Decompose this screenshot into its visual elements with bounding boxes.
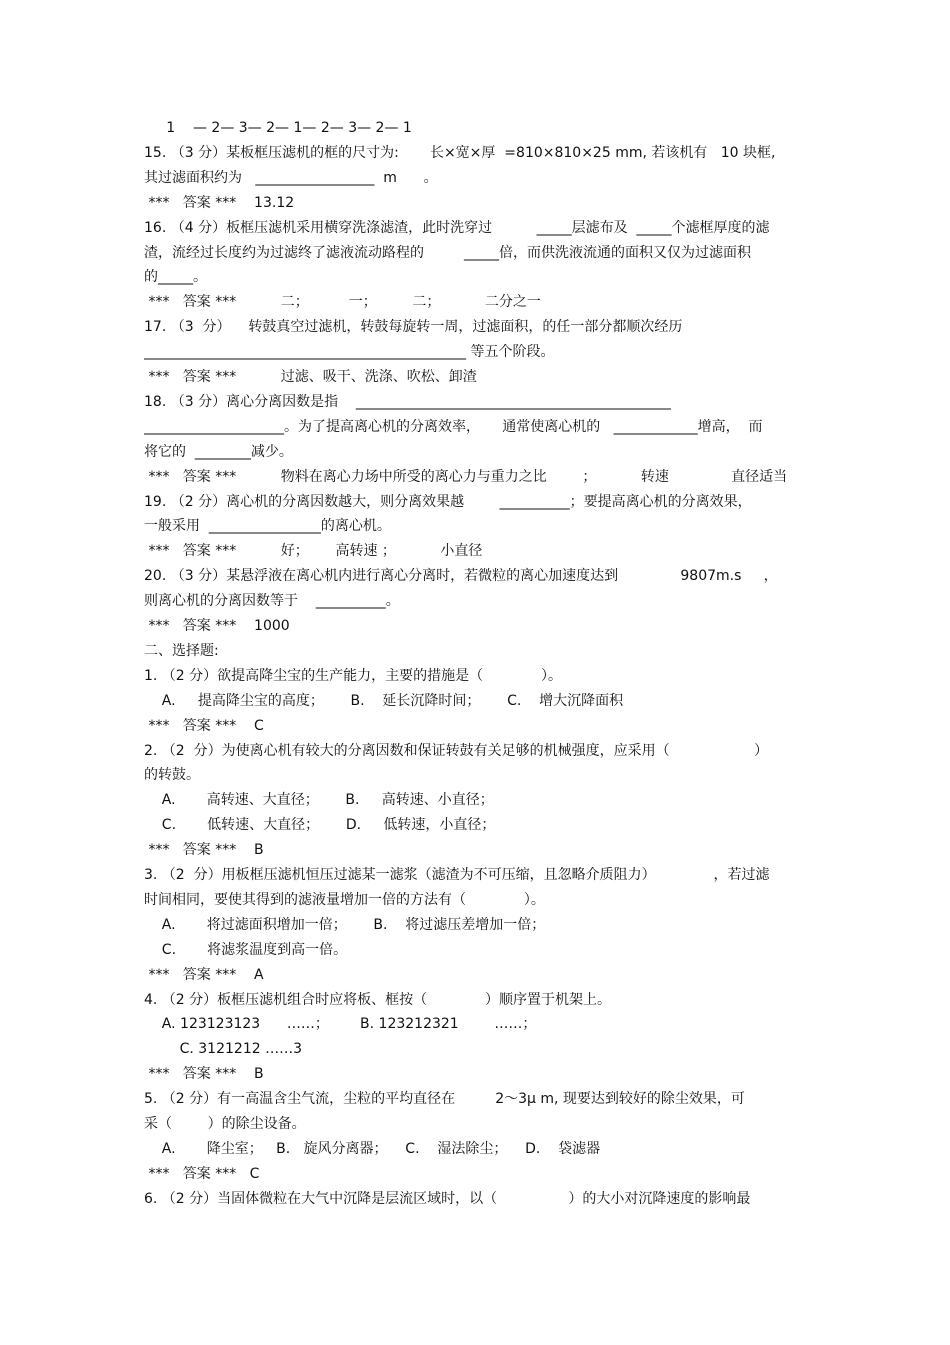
text-line: 20. （3 分）某悬浮液在离心机内进行离心分离时，若微粒的离心加速度达到 9807m.s ，: [144, 568, 778, 585]
text-line: 的_____。: [144, 269, 207, 286]
text-line: *** 答案 *** B: [144, 842, 264, 859]
text-line: 1 — 2— 3— 2— 1— 2— 3— 2— 1: [144, 120, 412, 136]
text-line: 17. （3 分） 转鼓真空过滤机，转鼓每旋转一周，过滤面积，的任一部分都顺次经历: [144, 319, 683, 336]
text-line: *** 答案 *** 过滤、吸干、洗涤、吹松、卸渣: [144, 369, 477, 385]
text-line: 1. （2 分）欲提高降尘宝的生产能力，主要的措施是（ ）。: [144, 667, 563, 684]
text-line: 16. （4 分）板框压滤机采用横穿洗涤滤渣，此时洗穿过 _____层滤布及 _____个滤框厚度的滤: [144, 219, 770, 236]
text-line: 则离心机的分离因数等于 __________。: [144, 593, 400, 610]
text-line: *** 答案 *** 13.12: [144, 194, 295, 211]
text-line: ______________________________________________ 等五个阶段。: [144, 344, 555, 361]
text-line: *** 答案 *** 物料在离心力场中所受的离心力与重力之比 ； 转速 直径适当: [144, 468, 788, 485]
text-line: A. 高转速、大直径； B. 高转速、小直径；: [144, 792, 494, 809]
text-line: *** 答案 *** 二； 一； 二； 二分之一: [144, 294, 541, 311]
text-line: 4. （2 分）板框压滤机组合时应将板、框按（ ）顺序置于机架上。: [144, 991, 612, 1008]
text-line: 2. （2 分）为使离心机有较大的分离因数和保证转鼓有关足够的机械强度，应采用（ ）: [144, 742, 769, 759]
text-line: 将它的 ________减少。: [144, 443, 293, 460]
text-line: 6. （2 分）当固体微粒在大气中沉降是层流区域时，以（ ）的大小对沉降速度的影响最: [144, 1190, 751, 1207]
text-line: 时间相同，要使其得到的滤液量增加一倍的方法有（ ）。: [144, 891, 545, 908]
text-line: 其过滤面积约为 _________________ m 。: [144, 169, 438, 186]
text-line: ____________________。为了提高离心机的分离效率， 通常使离心机的 ____________增高， 而: [144, 418, 763, 435]
text-line: 5. （2 分）有一高温含尘气流，尘粒的平均直径在 2～3μ m, 现要达到较好的除尘效果，可: [144, 1091, 745, 1108]
text-line: 15. （3 分）某板框压滤机的框的尺寸为: 长×宽×厚 =810×810×25 mm, 若该机有 10 块框,: [144, 144, 776, 161]
text-line: *** 答案 *** 好； 高转速 ； 小直径: [144, 543, 483, 560]
text-line: 一般采用 ________________的离心机。: [144, 518, 391, 535]
text-line: A. 提高降尘宝的高度； B. 延长沉降时间； C. 增大沉降面积: [144, 692, 624, 709]
text-line: 渣，流经过长度约为过滤终了滤液流动路程的 _____倍，而供洗液流通的面积又仅为过滤面积: [144, 244, 752, 261]
text-line: *** 答案 *** B: [144, 1066, 264, 1083]
text-line: A. 降尘室； B. 旋风分离器； C. 湿法除尘； D. 袋滤器: [144, 1140, 601, 1157]
text-line: 采（ ）的除尘设备。: [144, 1116, 306, 1132]
text-line: *** 答案 *** 1000: [144, 618, 290, 634]
text-line: 3. （2 分）用板框压滤机恒压过滤某一滤浆（滤渣为不可压缩，且忽略介质阻力） ，若过滤: [144, 867, 770, 883]
text-line: A. 将过滤面积增加一倍； B. 将过滤压差增加一倍；: [144, 916, 546, 933]
text-line: C. 低转速、大直径； D. 低转速，小直径；: [144, 817, 496, 834]
text-line: 二、选择题:: [144, 642, 219, 659]
text-line: C. 将滤浆温度到高一倍。: [144, 941, 348, 958]
text-line: 18. （3 分）离心分离因数是指 _____________________________________________: [144, 393, 671, 410]
text-line: *** 答案 *** C: [144, 1165, 260, 1182]
text-line: A. 123123123 ……； B. 123212321 ……；: [144, 1016, 537, 1033]
text-line: 19. （2 分）离心机的分离因数越大，则分离效果越 __________；要提高离心机的分离效果，: [144, 493, 752, 510]
text-line: *** 答案 *** A: [144, 966, 264, 983]
text-line: 的转鼓。: [144, 767, 200, 784]
text-line: C. 3121212 ……3: [144, 1041, 302, 1058]
text-line: *** 答案 *** C: [144, 717, 264, 734]
